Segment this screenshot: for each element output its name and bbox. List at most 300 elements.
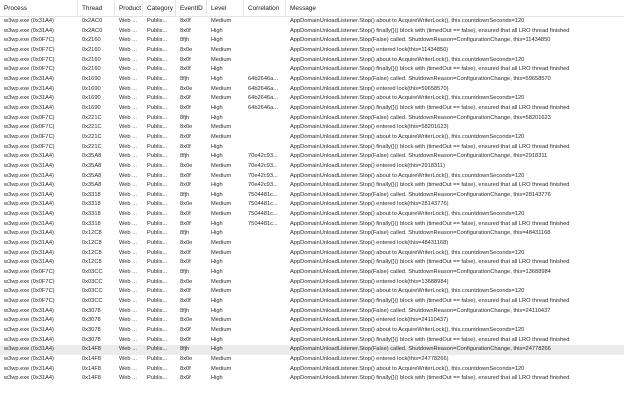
message-cell: AppDomainUnloadListener.Stop(False) called. ShutdownReason=ConfigurationChange, this=48431168 <box>290 230 551 237</box>
message-cell: AppDomainUnloadListener.Stop(False) called. ShutdownReason=ConfigurationChange, this=11434850 <box>290 37 551 44</box>
process-cell: w3wp.exe (0x31A4) <box>4 191 54 198</box>
process-cell: w3wp.exe (0x0F7C) <box>4 56 55 63</box>
thread-cell: 0x2160 <box>82 37 101 44</box>
product-cell: Web ... <box>119 75 137 82</box>
thread-cell: 0x3318 <box>82 191 101 198</box>
table-row[interactable] <box>0 104 624 114</box>
column-header-thread[interactable]: Thread <box>82 5 103 12</box>
product-cell: Web ... <box>119 317 137 324</box>
process-cell: w3wp.exe (0x31A4) <box>4 346 54 353</box>
category-cell: Publis... <box>147 143 168 150</box>
table-row[interactable] <box>0 85 624 95</box>
category-cell: Publis... <box>147 355 168 362</box>
column-header-bar <box>0 0 624 17</box>
correlation-cell: 7504481c... <box>248 211 278 218</box>
column-divider[interactable] <box>285 0 286 16</box>
category-cell: Publis... <box>147 18 168 24</box>
correlation-cell <box>244 17 287 27</box>
process-cell: w3wp.exe (0x31A4) <box>4 27 54 34</box>
category-cell: Publis... <box>147 249 168 256</box>
table-row[interactable] <box>0 336 624 346</box>
category-cell: Publis... <box>147 56 168 63</box>
eventid-cell: 8x0f <box>180 95 191 102</box>
message-cell: AppDomainUnloadListener.Stop() about to AcquireWriterLock(), this.countdownSeconds=120 <box>290 172 525 179</box>
thread-cell: 0x14F8 <box>82 355 101 362</box>
level-cell: High <box>211 153 223 160</box>
correlation-cell: 7504481c... <box>248 220 278 227</box>
product-cell: Web ... <box>119 114 137 121</box>
category-cell: Publis... <box>147 172 168 179</box>
category-cell: Publis... <box>147 162 168 169</box>
message-cell: AppDomainUnloadListener.Stop(False) called. ShutdownReason=ConfigurationChange, this=2918311 <box>290 153 548 160</box>
message-cell: AppDomainUnloadListener.Stop(False) called. ShutdownReason=ConfigurationChange, this=24110437 <box>290 307 551 314</box>
category-cell: Publis... <box>147 365 168 372</box>
category-cell: Publis... <box>147 230 168 237</box>
product-cell: Web ... <box>119 278 137 285</box>
thread-cell: 0x221C <box>82 114 102 121</box>
process-cell: w3wp.exe (0x31A4) <box>4 85 54 92</box>
product-cell: Web ... <box>119 259 137 266</box>
correlation-cell <box>244 297 287 307</box>
process-cell: w3wp.exe (0x31A4) <box>4 201 54 208</box>
message-cell: AppDomainUnloadListener.Stop() finally{}() block with (timedOut == false), ensured that all LRO thread finished <box>290 182 570 189</box>
table-row[interactable] <box>0 162 624 172</box>
table-row[interactable] <box>0 114 624 124</box>
category-cell: Publis... <box>147 191 168 198</box>
process-cell: w3wp.exe (0x0F7C) <box>4 278 55 285</box>
level-cell: High <box>211 37 223 44</box>
thread-cell: 0x1690 <box>82 95 101 102</box>
level-cell: Medium <box>211 133 232 140</box>
eventid-cell: 8x0f <box>180 172 191 179</box>
process-cell: w3wp.exe (0x31A4) <box>4 307 54 314</box>
table-row[interactable] <box>0 143 624 153</box>
column-header-process[interactable]: Process <box>4 5 28 12</box>
thread-cell: 0x35A8 <box>82 172 102 179</box>
table-row[interactable] <box>0 307 624 317</box>
message-cell: AppDomainUnloadListener.Stop(False) called. ShutdownReason=ConfigurationChange, this=28143776 <box>290 191 551 198</box>
message-cell: AppDomainUnloadListener.Stop() about to AcquireWriterLock(), this.countdownSeconds=120 <box>290 18 525 24</box>
process-cell: w3wp.exe (0x0F7C) <box>4 124 55 131</box>
eventid-cell: 8x0f <box>180 143 191 150</box>
table-row[interactable] <box>0 220 624 230</box>
product-cell: Web ... <box>119 162 137 169</box>
level-cell: High <box>211 143 223 150</box>
product-cell: Web ... <box>119 375 137 382</box>
thread-cell: 0x3318 <box>82 211 101 218</box>
message-cell: AppDomainUnloadListener.Stop() finally{}() block with (timedOut == false), ensured that all LRO thread finished <box>290 336 570 343</box>
eventid-cell: 8x0f <box>180 365 191 372</box>
correlation-cell <box>244 316 287 326</box>
level-cell: High <box>211 27 223 34</box>
message-cell: AppDomainUnloadListener.Stop(False) called. ShutdownReason=ConfigurationChange, this=58201623 <box>290 114 551 121</box>
product-cell: Web ... <box>119 201 137 208</box>
correlation-cell: 70e42c93... <box>248 153 278 160</box>
thread-cell: 0x2160 <box>82 66 101 73</box>
process-cell: w3wp.exe (0x31A4) <box>4 153 54 160</box>
correlation-cell: 64b2646a... <box>248 85 279 92</box>
category-cell: Publis... <box>147 317 168 324</box>
thread-cell: 0x14F8 <box>82 346 101 353</box>
column-header-eventid[interactable]: EventID <box>180 5 203 12</box>
thread-cell: 0x35A8 <box>82 153 102 160</box>
category-cell: Publis... <box>147 114 168 121</box>
message-cell: AppDomainUnloadListener.Stop() entered lock(this=58201623) <box>290 124 449 131</box>
product-cell: Web ... <box>119 85 137 92</box>
message-cell: AppDomainUnloadListener.Stop() finally{}() block with (timedOut == false), ensured that all LRO thread finished <box>290 259 570 266</box>
table-row[interactable] <box>0 210 624 220</box>
eventid-cell: 8x0e <box>180 124 193 131</box>
process-cell: w3wp.exe (0x0F7C) <box>4 143 55 150</box>
message-cell: AppDomainUnloadListener.Stop() entered lock(this=48431168) <box>290 240 449 247</box>
correlation-cell <box>244 287 287 297</box>
level-cell: Medium <box>211 249 232 256</box>
thread-cell: 0x1690 <box>82 85 101 92</box>
level-cell: High <box>211 307 223 314</box>
thread-cell: 0x03CC <box>82 269 103 276</box>
eventid-cell: 8x0f <box>180 211 191 218</box>
product-cell: Web ... <box>119 153 137 160</box>
eventid-cell: 8x0f <box>180 104 191 111</box>
category-cell: Publis... <box>147 278 168 285</box>
message-cell: AppDomainUnloadListener.Stop() entered lock(this=28143776) <box>290 201 449 208</box>
category-cell: Publis... <box>147 220 168 227</box>
category-cell: Publis... <box>147 182 168 189</box>
column-divider[interactable] <box>77 0 78 16</box>
thread-cell: 0x3078 <box>82 327 101 333</box>
message-cell: AppDomainUnloadListener.Stop(False) called. ShutdownReason=ConfigurationChange, this=59658570 <box>290 75 551 82</box>
column-header-product[interactable]: Product <box>119 5 142 12</box>
message-cell: AppDomainUnloadListener.Stop() finally{}() block with (timedOut == false), ensured that all LRO thread finished <box>290 298 570 305</box>
process-cell: w3wp.exe (0x31A4) <box>4 355 54 362</box>
process-cell: w3wp.exe (0x0F7C) <box>4 46 55 53</box>
table-row[interactable] <box>0 316 624 326</box>
eventid-cell: 8x0f <box>180 259 191 266</box>
category-cell: Publis... <box>147 307 168 314</box>
thread-cell: 0x12C8 <box>82 249 102 256</box>
table-row[interactable] <box>0 123 624 133</box>
process-cell: w3wp.exe (0x31A4) <box>4 240 54 247</box>
process-cell: w3wp.exe (0x31A4) <box>4 336 54 343</box>
level-cell: High <box>211 66 223 73</box>
eventid-cell: 8x0e <box>180 46 193 53</box>
table-row[interactable] <box>0 94 624 104</box>
message-cell: AppDomainUnloadListener.Stop() entered lock(this=13688984) <box>290 278 449 285</box>
process-cell: w3wp.exe (0x0F7C) <box>4 288 55 295</box>
correlation-cell <box>244 345 287 355</box>
process-cell: w3wp.exe (0x31A4) <box>4 104 54 111</box>
product-cell: Web ... <box>119 133 137 140</box>
message-cell: AppDomainUnloadListener.Stop() about to AcquireWriterLock(), this.countdownSeconds=120 <box>290 288 525 295</box>
level-cell: High <box>211 220 223 227</box>
eventid-cell: 8x0f <box>180 336 191 343</box>
product-cell: Web ... <box>119 66 137 73</box>
product-cell: Web ... <box>119 56 137 63</box>
correlation-cell <box>244 336 287 346</box>
product-cell: Web ... <box>119 27 137 34</box>
message-cell: AppDomainUnloadListener.Stop() finally{}() block with (timedOut == false), ensured that all LRO thread finished <box>290 104 570 111</box>
correlation-cell <box>244 258 287 268</box>
table-row[interactable] <box>0 374 624 384</box>
thread-cell: 0x221C <box>82 124 102 131</box>
table-row[interactable] <box>0 297 624 307</box>
eventid-cell: 8fjh <box>180 230 190 237</box>
correlation-cell <box>244 249 287 259</box>
correlation-cell <box>244 229 287 239</box>
process-cell: w3wp.exe (0x31A4) <box>4 317 54 324</box>
message-cell: AppDomainUnloadListener.Stop() about to AcquireWriterLock(), this.countdownSeconds=120 <box>290 133 525 140</box>
process-cell: w3wp.exe (0x31A4) <box>4 249 54 256</box>
message-cell: AppDomainUnloadListener.Stop() finally{}() block with (timedOut == false), ensured that all LRO thread finished <box>290 143 570 150</box>
correlation-cell: 64b2646a... <box>248 95 279 102</box>
product-cell: Web ... <box>119 37 137 44</box>
column-divider[interactable] <box>243 0 244 16</box>
eventid-cell: 8x0e <box>180 278 193 285</box>
thread-cell: 0x3078 <box>82 307 101 314</box>
table-row[interactable] <box>0 172 624 182</box>
level-cell: High <box>211 298 223 305</box>
table-row[interactable] <box>0 17 624 27</box>
thread-cell: 0x3078 <box>82 336 101 343</box>
table-row[interactable] <box>0 27 624 37</box>
column-divider[interactable] <box>206 0 207 16</box>
correlation-cell <box>244 114 287 124</box>
category-cell: Publis... <box>147 124 168 131</box>
column-header-category[interactable]: Category <box>147 5 173 12</box>
correlation-cell <box>244 355 287 365</box>
message-cell: AppDomainUnloadListener.Stop() about to AcquireWriterLock(), this.countdownSeconds=120 <box>290 249 525 256</box>
thread-cell: 0x1690 <box>82 75 101 82</box>
product-cell: Web ... <box>119 182 137 189</box>
category-cell: Publis... <box>147 336 168 343</box>
correlation-cell: 64b2646a... <box>248 75 279 82</box>
product-cell: Web ... <box>119 211 137 218</box>
category-cell: Publis... <box>147 240 168 247</box>
process-cell: w3wp.exe (0x31A4) <box>4 18 54 24</box>
level-cell: High <box>211 346 223 353</box>
message-cell: AppDomainUnloadListener.Stop() about to AcquireWriterLock(), this.countdownSeconds=120 <box>290 211 525 218</box>
level-cell: Medium <box>211 162 232 169</box>
table-row[interactable] <box>0 278 624 288</box>
eventid-cell: 8x0f <box>180 298 191 305</box>
correlation-cell <box>244 133 287 143</box>
process-cell: w3wp.exe (0x31A4) <box>4 220 54 227</box>
category-cell: Publis... <box>147 104 168 111</box>
column-header-correlation[interactable]: Correlation <box>248 5 280 12</box>
table-row[interactable] <box>0 46 624 56</box>
level-cell: High <box>211 375 223 382</box>
level-cell: High <box>211 259 223 266</box>
category-cell: Publis... <box>147 75 168 82</box>
category-cell: Publis... <box>147 346 168 353</box>
table-row[interactable] <box>0 345 624 355</box>
thread-cell: 0x221C <box>82 133 102 140</box>
correlation-cell <box>244 326 287 336</box>
category-cell: Publis... <box>147 327 168 333</box>
thread-cell: 0x2160 <box>82 46 101 53</box>
level-cell: Medium <box>211 85 232 92</box>
table-row[interactable] <box>0 191 624 201</box>
eventid-cell: 8x0f <box>180 182 191 189</box>
message-cell: AppDomainUnloadListener.Stop() finally{}() block with (timedOut == false), ensured that all LRO thread finished <box>290 220 570 227</box>
level-cell: Medium <box>211 317 232 324</box>
correlation-cell: 64b2646a... <box>248 104 279 111</box>
level-cell: High <box>211 191 223 198</box>
correlation-cell <box>244 278 287 288</box>
table-row[interactable] <box>0 133 624 143</box>
process-cell: w3wp.exe (0x31A4) <box>4 182 54 189</box>
message-cell: AppDomainUnloadListener.Stop() finally{}() block with (timedOut == false), ensured that all LRO thread finished <box>290 375 570 382</box>
thread-cell: 0x12C8 <box>82 230 102 237</box>
product-cell: Web ... <box>119 307 137 314</box>
process-cell: w3wp.exe (0x0F7C) <box>4 298 55 305</box>
category-cell: Publis... <box>147 201 168 208</box>
category-cell: Publis... <box>147 66 168 73</box>
table-row[interactable] <box>0 229 624 239</box>
product-cell: Web ... <box>119 191 137 198</box>
table-row[interactable] <box>0 181 624 191</box>
thread-cell: 0x35A8 <box>82 182 102 189</box>
thread-cell: 0x03CC <box>82 298 103 305</box>
product-cell: Web ... <box>119 355 137 362</box>
process-cell: w3wp.exe (0x0F7C) <box>4 37 55 44</box>
eventid-cell: 8x0f <box>180 249 191 256</box>
eventid-cell: 8fjh <box>180 153 190 160</box>
level-cell: Medium <box>211 95 232 102</box>
product-cell: Web ... <box>119 18 137 24</box>
eventid-cell: 8x0f <box>180 220 191 227</box>
eventid-cell: 8x0f <box>180 27 191 34</box>
level-cell: High <box>211 230 223 237</box>
eventid-cell: 8fjh <box>180 346 190 353</box>
product-cell: Web ... <box>119 365 137 372</box>
thread-cell: 0x12C8 <box>82 259 102 266</box>
process-cell: w3wp.exe (0x31A4) <box>4 172 54 179</box>
eventid-cell: 8x0e <box>180 240 193 247</box>
product-cell: Web ... <box>119 46 137 53</box>
product-cell: Web ... <box>119 288 137 295</box>
thread-cell: 0x3078 <box>82 317 101 324</box>
table-row[interactable] <box>0 326 624 336</box>
eventid-cell: 8x0f <box>180 66 191 73</box>
correlation-cell <box>244 268 287 278</box>
message-cell: AppDomainUnloadListener.Stop(False) called. ShutdownReason=ConfigurationChange, this=13688984 <box>290 269 551 276</box>
thread-cell: 0x03CC <box>82 288 103 295</box>
product-cell: Web ... <box>119 104 137 111</box>
eventid-cell: 8x0e <box>180 85 193 92</box>
eventid-cell: 8x0f <box>180 327 191 333</box>
column-divider[interactable] <box>114 0 115 16</box>
correlation-cell: 70e42c93... <box>248 182 278 189</box>
level-cell: Medium <box>211 240 232 247</box>
correlation-cell <box>244 365 287 375</box>
process-cell: w3wp.exe (0x31A4) <box>4 75 54 82</box>
thread-cell: 0x2AC0 <box>82 18 103 24</box>
table-row[interactable] <box>0 152 624 162</box>
column-divider[interactable] <box>142 0 143 16</box>
message-cell: AppDomainUnloadListener.Stop() entered lock(this=11434850) <box>290 46 449 53</box>
thread-cell: 0x2160 <box>82 56 101 63</box>
product-cell: Web ... <box>119 143 137 150</box>
column-header-message[interactable]: Message <box>290 5 316 12</box>
table-row[interactable] <box>0 239 624 249</box>
eventid-cell: 8x0f <box>180 375 191 382</box>
product-cell: Web ... <box>119 346 137 353</box>
category-cell: Publis... <box>147 269 168 276</box>
category-cell: Publis... <box>147 46 168 53</box>
message-cell: AppDomainUnloadListener.Stop() about to AcquireWriterLock(), this.countdownSeconds=120 <box>290 56 525 63</box>
product-cell: Web ... <box>119 298 137 305</box>
correlation-cell <box>244 239 287 249</box>
level-cell: High <box>211 182 223 189</box>
process-cell: w3wp.exe (0x31A4) <box>4 230 54 237</box>
product-cell: Web ... <box>119 240 137 247</box>
thread-cell: 0x221C <box>82 143 102 150</box>
table-row[interactable] <box>0 75 624 85</box>
level-cell: Medium <box>211 201 232 208</box>
eventid-cell: 8x0f <box>180 18 191 24</box>
category-cell: Publis... <box>147 375 168 382</box>
message-cell: AppDomainUnloadListener.Stop() about to AcquireWriterLock(), this.countdownSeconds=120 <box>290 365 525 372</box>
thread-cell: 0x3318 <box>82 201 101 208</box>
table-row[interactable] <box>0 65 624 75</box>
correlation-cell <box>244 307 287 317</box>
eventid-cell: 8fjh <box>180 75 190 82</box>
column-divider[interactable] <box>175 0 176 16</box>
product-cell: Web ... <box>119 124 137 131</box>
level-cell: High <box>211 114 223 121</box>
product-cell: Web ... <box>119 336 137 343</box>
log-rows <box>0 17 624 384</box>
product-cell: Web ... <box>119 172 137 179</box>
level-cell: High <box>211 75 223 82</box>
process-cell: w3wp.exe (0x31A4) <box>4 327 54 333</box>
table-row[interactable] <box>0 355 624 365</box>
table-row[interactable] <box>0 56 624 66</box>
eventid-cell: 8fjh <box>180 114 190 121</box>
table-row[interactable] <box>0 258 624 268</box>
correlation-cell <box>244 27 287 37</box>
correlation-cell <box>244 36 287 46</box>
correlation-cell: 70e42c93... <box>248 162 278 169</box>
process-cell: w3wp.exe (0x31A4) <box>4 365 54 372</box>
table-row[interactable] <box>0 249 624 259</box>
table-row[interactable] <box>0 36 624 46</box>
process-cell: w3wp.exe (0x0F7C) <box>4 269 55 276</box>
eventid-cell: 8x0e <box>180 162 193 169</box>
process-cell: w3wp.exe (0x0F7C) <box>4 66 55 73</box>
level-cell: Medium <box>211 365 232 372</box>
process-cell: w3wp.exe (0x31A4) <box>4 211 54 218</box>
table-row[interactable] <box>0 287 624 297</box>
correlation-cell: 70e42c93... <box>248 172 278 179</box>
thread-cell: 0x1690 <box>82 104 101 111</box>
eventid-cell: 8x0f <box>180 288 191 295</box>
process-cell: w3wp.exe (0x0F7C) <box>4 114 55 121</box>
table-row[interactable] <box>0 268 624 278</box>
eventid-cell: 8fjh <box>180 191 190 198</box>
thread-cell: 0x14F8 <box>82 365 101 372</box>
message-cell: AppDomainUnloadListener.Stop() entered lock(this=2918311) <box>290 162 445 169</box>
correlation-cell <box>244 56 287 66</box>
column-header-level[interactable]: Level <box>211 5 227 12</box>
category-cell: Publis... <box>147 288 168 295</box>
category-cell: Publis... <box>147 259 168 266</box>
level-cell: Medium <box>211 172 232 179</box>
table-row[interactable] <box>0 365 624 375</box>
eventid-cell: 8fjh <box>180 307 190 314</box>
table-row[interactable] <box>0 200 624 210</box>
